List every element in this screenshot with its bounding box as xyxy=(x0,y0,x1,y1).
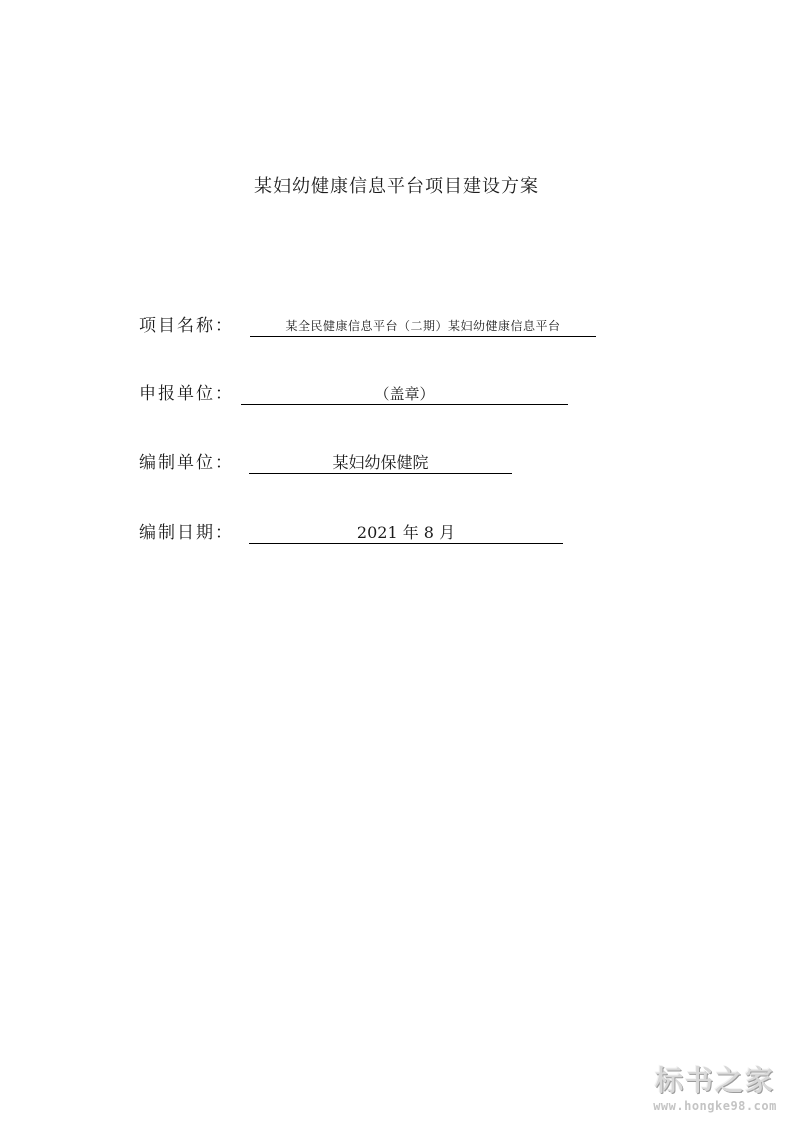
compiler-label: 编制单位： xyxy=(139,453,234,473)
date-label: 编制日期： xyxy=(139,523,234,543)
applicant-label: 申报单位： xyxy=(139,384,234,404)
compiler-value: 某妇幼保健院 xyxy=(249,453,512,474)
project-name-value: 某全民健康信息平台（二期）某妇幼健康信息平台 xyxy=(250,316,596,337)
watermark-url: www.hongke98.com xyxy=(653,1099,777,1113)
watermark xyxy=(640,1064,790,1114)
applicant-value: （盖章） xyxy=(241,384,568,405)
project-name-label: 项目名称： xyxy=(139,316,234,336)
watermark-logo: 标书之家 xyxy=(654,1064,775,1097)
document-title: 某妇幼健康信息平台项目建设方案 xyxy=(254,176,539,197)
date-value: 2021 年 8 月 xyxy=(249,523,563,544)
